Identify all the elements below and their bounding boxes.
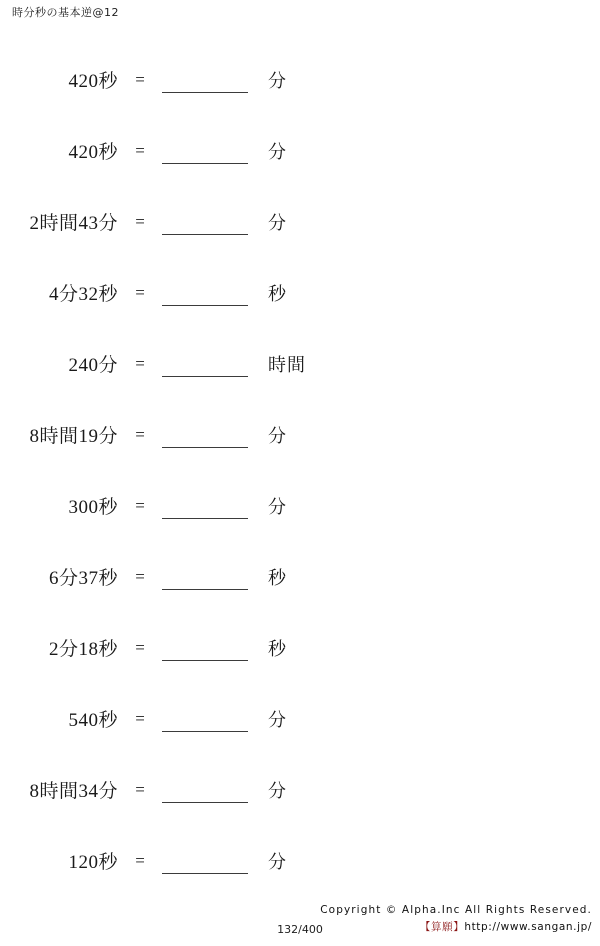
problem-expression: 2分18秒 (48, 639, 118, 660)
copyright-notice: Copyright © Alpha.Inc All Rights Reserved. (320, 904, 592, 916)
answer-blank[interactable] (162, 572, 248, 590)
problem-expression: 420秒 (68, 71, 118, 92)
answer-unit: 分 (268, 141, 287, 162)
page-title: 時分秒の基本逆@12 (12, 6, 119, 19)
answer-unit: 秒 (268, 283, 287, 304)
answer-blank[interactable] (162, 856, 248, 874)
equals-sign: = (135, 282, 145, 302)
answer-blank[interactable] (162, 146, 248, 164)
answer-blank[interactable] (162, 501, 248, 519)
answer-blank[interactable] (162, 359, 248, 377)
problem-expression: 8時間34分 (29, 781, 118, 802)
problem-row (0, 399, 600, 470)
problem-expression: 240分 (68, 355, 118, 376)
problem-expression: 2時間43分 (29, 213, 118, 234)
equals-sign: = (135, 566, 145, 586)
site-brand-label: 【算願】 (419, 921, 465, 933)
problem-expression: 4分32秒 (48, 284, 118, 305)
answer-blank[interactable] (162, 714, 248, 732)
problem-expression: 300秒 (68, 497, 118, 518)
equals-sign: = (135, 424, 145, 444)
problem-expression: 8時間19分 (29, 426, 118, 447)
answer-unit: 分 (268, 425, 287, 446)
problem-row (0, 328, 600, 399)
answer-blank[interactable] (162, 75, 248, 93)
equals-sign: = (135, 353, 145, 373)
problem-row (0, 186, 600, 257)
problem-row (0, 44, 600, 115)
equals-sign: = (135, 140, 145, 160)
answer-unit: 秒 (268, 567, 287, 588)
problem-expression: 540秒 (68, 710, 118, 731)
equals-sign: = (135, 708, 145, 728)
problem-expression: 6分37秒 (48, 568, 118, 589)
equals-sign: = (135, 850, 145, 870)
problem-row (0, 470, 600, 541)
equals-sign: = (135, 495, 145, 515)
answer-unit: 時間 (268, 354, 306, 375)
answer-unit: 分 (268, 212, 287, 233)
problem-row (0, 683, 600, 754)
answer-blank[interactable] (162, 217, 248, 235)
problem-row (0, 612, 600, 683)
answer-blank[interactable] (162, 430, 248, 448)
answer-blank[interactable] (162, 785, 248, 803)
answer-blank[interactable] (162, 643, 248, 661)
answer-blank[interactable] (162, 288, 248, 306)
answer-unit: 分 (268, 780, 287, 801)
problem-row (0, 115, 600, 186)
problem-row (0, 257, 600, 328)
answer-unit: 分 (268, 496, 287, 517)
problem-expression: 120秒 (68, 852, 118, 873)
answer-unit: 分 (268, 851, 287, 872)
answer-unit: 秒 (268, 638, 287, 659)
problem-row (0, 825, 600, 896)
equals-sign: = (135, 637, 145, 657)
page-number: 132/400 (277, 923, 323, 936)
site-url-text: http://www.sangan.jp/ (464, 921, 592, 933)
problem-list (0, 44, 600, 896)
equals-sign: = (135, 69, 145, 89)
equals-sign: = (135, 211, 145, 231)
problem-row (0, 541, 600, 612)
problem-row (0, 754, 600, 825)
answer-unit: 分 (268, 70, 287, 91)
problem-expression: 420秒 (68, 142, 118, 163)
equals-sign: = (135, 779, 145, 799)
answer-unit: 分 (268, 709, 287, 730)
